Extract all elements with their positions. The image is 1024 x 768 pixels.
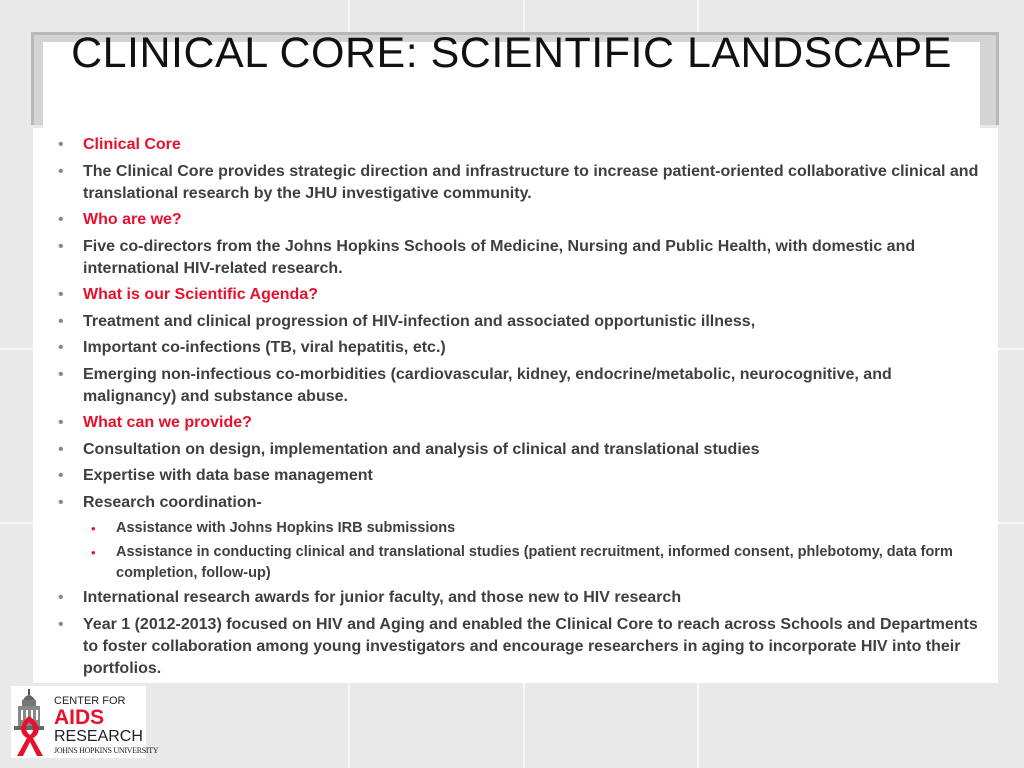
bullet-icon: • (58, 237, 64, 255)
bullet-list (33, 134, 988, 684)
bullet-icon: • (58, 211, 64, 228)
red-ribbon-icon (11, 686, 53, 758)
list-item: • Research coordination- (33, 492, 988, 514)
list-item: • Important co-infections (TB, viral hepatitis, etc.) (33, 337, 988, 359)
list-item: • Year 1 (2012-2013) focused on HIV and Aging and enabled the Clinical Core to reach across Schools and Departments to foster collaboration among young investigators and encourage researchers in aging to incorporate HIV into their portfolios. (58, 615, 978, 677)
section-heading-who-are-we: • Who are we? (33, 209, 988, 231)
slide-title: CLINICAL CORE: SCIENTIFIC LANDSCAPE (71, 29, 952, 77)
bullet-icon: • (58, 493, 64, 511)
list-item: • Consultation on design, implementation and analysis of clinical and translational studies (33, 439, 988, 461)
bullet-icon: • (58, 312, 64, 330)
bullet-icon: • (58, 414, 64, 431)
list-item: • Emerging non-infectious co-morbidities (cardiovascular, kidney, endocrine/metabolic, neurocognitive, and malignancy) and substance abuse. (58, 365, 892, 405)
logo-line-research: RESEARCH (54, 728, 143, 745)
logo-line-center-for: CENTER FOR (54, 695, 126, 707)
list-item: • Expertise with data base management (33, 465, 988, 487)
logo-line-aids: AIDS (54, 706, 105, 729)
bullet-icon: • (58, 339, 64, 356)
section-heading-what-can-we-provide: • What can we provide? (33, 412, 988, 434)
logo-line-university: JOHNS HOPKINS UNIVERSITY (54, 746, 159, 755)
section-heading-scientific-agenda: • What is our Scientific Agenda? (33, 284, 988, 306)
list-item: • International research awards for junior faculty, and those new to HIV research (33, 587, 988, 609)
bullet-icon: • (58, 365, 64, 383)
bullet-icon: • (58, 136, 64, 153)
bullet-icon: • (58, 467, 64, 484)
list-item: • The Clinical Core provides strategic direction and infrastructure to increase patient-oriented collaborative clinical and translational research by the JHU investigative community. (58, 162, 979, 202)
section-heading-clinical-core: • Clinical Core (33, 134, 988, 156)
bullet-icon: • (91, 545, 96, 560)
bullet-icon: • (91, 521, 96, 536)
sub-list-item: • Assistance in conducting clinical and translational studies (patient recruitment, informed consent, phlebotomy, data form completion, follow-up) (91, 544, 953, 581)
list-item: • Five co-directors from the Johns Hopkins Schools of Medicine, Nursing and Public Health, with domestic and international HIV-related research. (58, 237, 916, 277)
content-panel (33, 128, 998, 683)
bullet-icon: • (58, 440, 64, 458)
sub-list-item: • Assistance with Johns Hopkins IRB submissions (33, 518, 988, 539)
list-item: • Treatment and clinical progression of HIV-infection and associated opportunistic illness, (33, 311, 988, 333)
cfar-logo (11, 686, 159, 758)
bullet-icon: • (58, 162, 64, 180)
bullet-icon: • (58, 615, 64, 633)
bullet-icon: • (58, 286, 64, 303)
bullet-icon: • (58, 589, 64, 606)
